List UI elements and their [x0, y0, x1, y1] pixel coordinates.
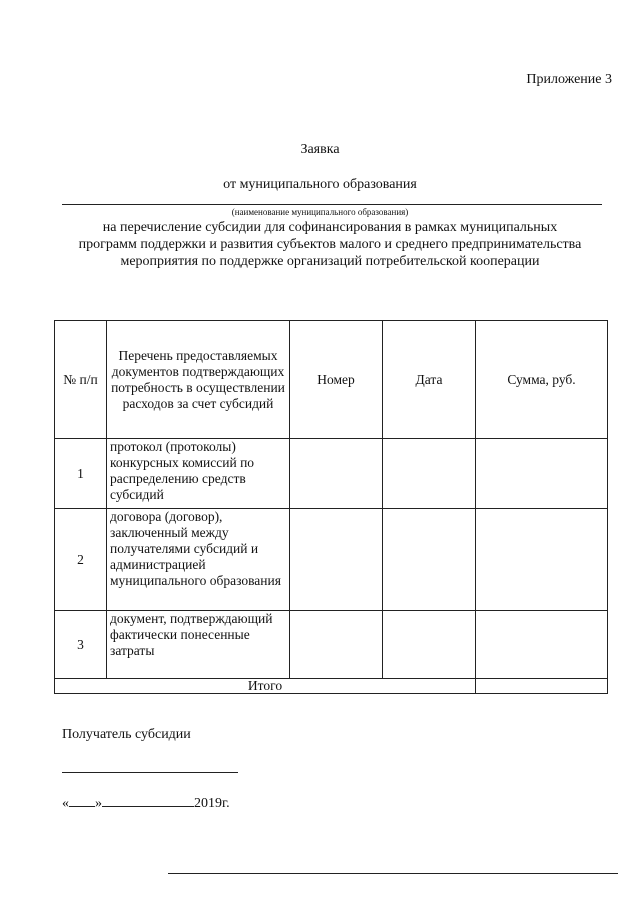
- column-header-number-pp: № п/п: [55, 321, 107, 439]
- date-open-quote: «: [62, 796, 69, 811]
- signature-line: [62, 772, 238, 773]
- municipality-name-hint: (наименование муниципального образования): [231, 207, 409, 217]
- purpose-line: программ поддержки и развития субъектов малого и среднего предпринимательства: [78, 237, 582, 252]
- from-line: от муниципального образования: [223, 177, 417, 192]
- table-header-row: [55, 321, 608, 439]
- date-close-quote: »: [95, 796, 102, 811]
- column-header-date: Дата: [383, 321, 476, 439]
- row-sum-cell: [476, 611, 608, 679]
- row-document: документ, подтверждающий фактически понесенные затраты: [107, 611, 290, 679]
- documents-table: [54, 320, 608, 694]
- total-sum-cell: [476, 679, 608, 694]
- row-number: 2: [55, 509, 107, 611]
- column-header-sum: Сумма, руб.: [476, 321, 608, 439]
- row-doc-number-cell: [290, 611, 383, 679]
- bottom-rule: [168, 873, 618, 874]
- row-date-cell: [383, 439, 476, 509]
- row-number: 3: [55, 611, 107, 679]
- document-title: Заявка: [300, 142, 340, 157]
- table-row: [55, 611, 608, 679]
- date-year: 2019г.: [194, 796, 230, 811]
- appendix-label: Приложение 3: [526, 72, 612, 87]
- row-sum-cell: [476, 509, 608, 611]
- municipality-name-line: [62, 204, 602, 205]
- column-header-documents: Перечень предоставляемых документов подтверждающих потребность в осуществлении расходов за счет субсидий: [107, 321, 290, 439]
- row-doc-number-cell: [290, 439, 383, 509]
- purpose-line: мероприятия по поддержке организаций потребительской кооперации: [120, 254, 540, 269]
- month-blank: [102, 794, 194, 807]
- row-document: договора (договор), заключенный между получателями субсидий и администрацией муниципального образования: [107, 509, 290, 611]
- row-sum-cell: [476, 439, 608, 509]
- purpose-text: [40, 219, 620, 270]
- table-row: [55, 509, 608, 611]
- day-blank: [69, 794, 95, 807]
- table-total-row: [55, 679, 608, 694]
- recipient-label: Получатель субсидии: [62, 727, 191, 742]
- date-line: [62, 794, 230, 812]
- row-doc-number-cell: [290, 509, 383, 611]
- total-label: Итого: [55, 679, 476, 694]
- row-document: протокол (протоколы) конкурсных комиссий по распределению средств субсидий: [107, 439, 290, 509]
- row-number: 1: [55, 439, 107, 509]
- column-header-doc-number: Номер: [290, 321, 383, 439]
- row-date-cell: [383, 611, 476, 679]
- purpose-line: на перечисление субсидии для софинансирования в рамках муниципальных: [102, 220, 558, 235]
- table-row: [55, 439, 608, 509]
- row-date-cell: [383, 509, 476, 611]
